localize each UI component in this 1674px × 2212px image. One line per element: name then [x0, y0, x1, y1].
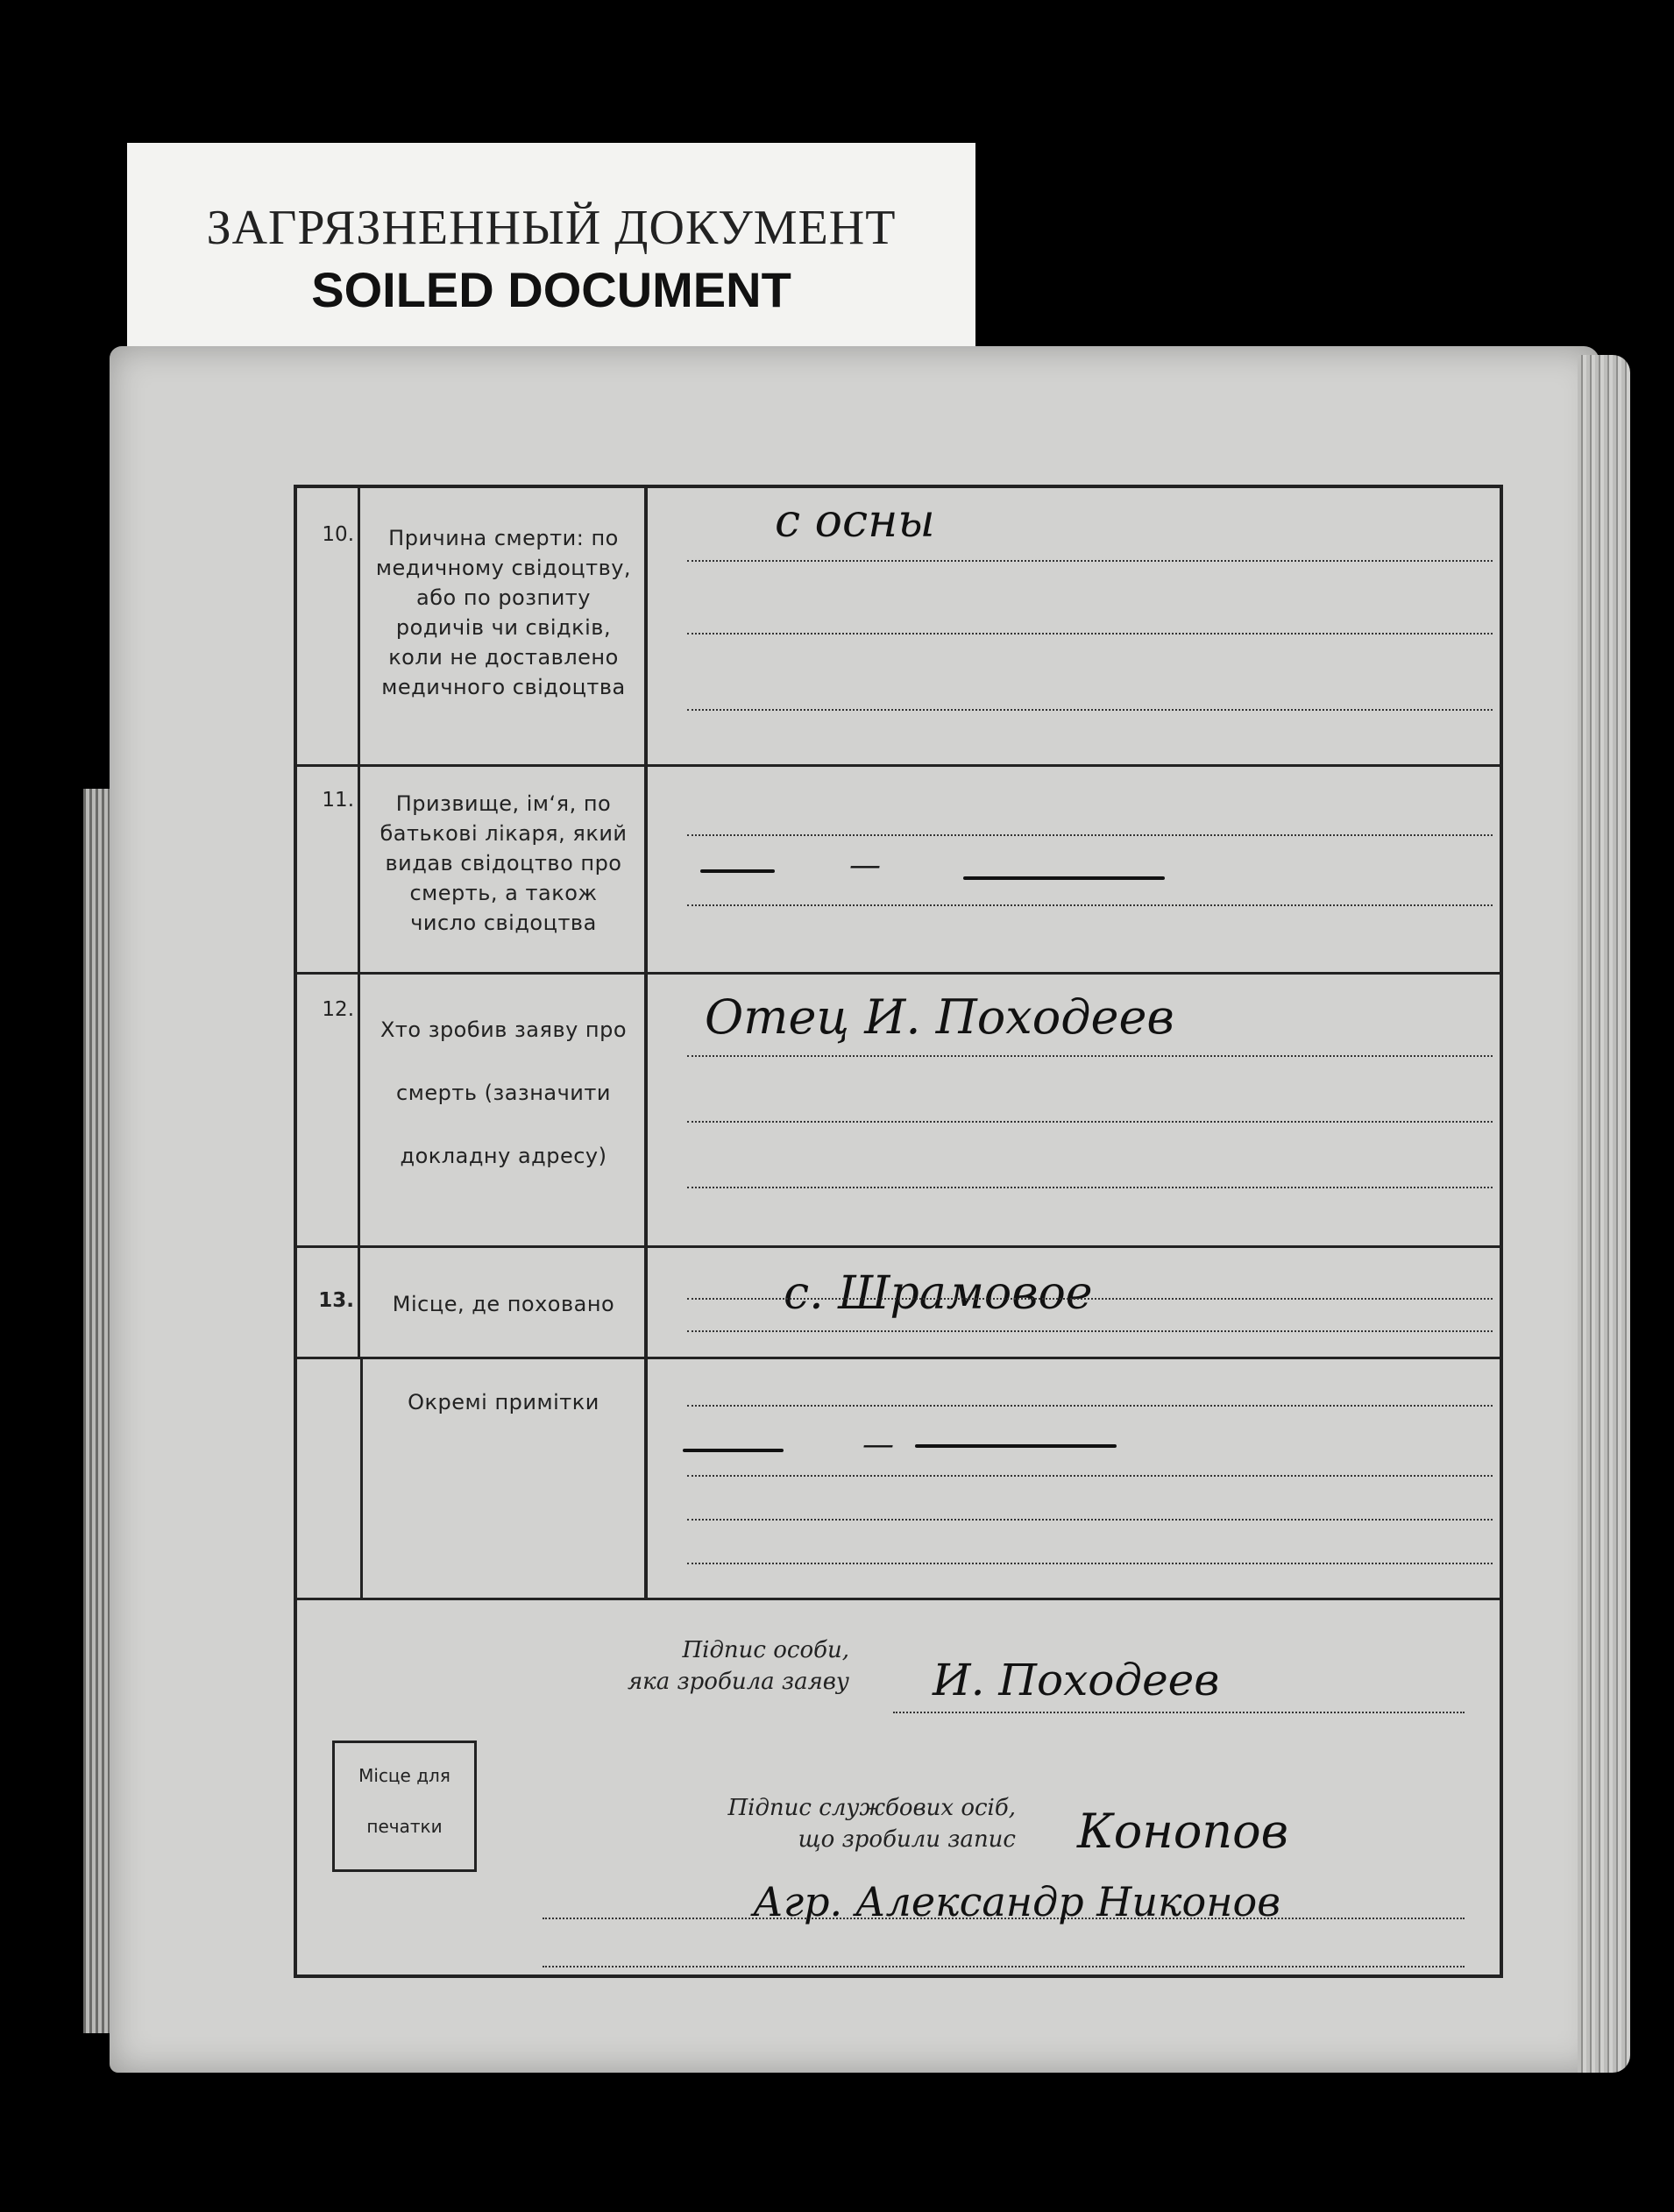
- page-stack-right-edge: [1578, 355, 1630, 2073]
- row-question: Окремі примітки: [363, 1357, 648, 1598]
- handwritten-answer: с. Шрамовое: [784, 1267, 1093, 1320]
- label-english-text: SOILED DOCUMENT: [311, 262, 791, 317]
- official-signature-2: Агр. Александр Никонов: [753, 1878, 1280, 1925]
- dotted-line: [687, 1121, 1493, 1123]
- form-row-declarant: [297, 972, 1500, 1248]
- applicant-label-line2: яка зробила заяву: [627, 1669, 849, 1695]
- form-row-doctor: [297, 764, 1500, 975]
- row-question: Хто зробив заяву про смерть (зазначити докладну адресу): [363, 972, 648, 1245]
- row-answer-area: [652, 764, 1493, 972]
- row-number: 13.: [297, 1245, 360, 1357]
- dotted-line: [687, 834, 1493, 836]
- officials-signature-label: [648, 1792, 1016, 1855]
- dotted-line: [687, 1298, 1493, 1300]
- row-answer-area: [652, 972, 1493, 1245]
- dotted-line: [687, 1330, 1493, 1332]
- row-answer-area: [652, 488, 1493, 764]
- handwritten-answer: Отец И. Походеев: [705, 989, 1174, 1045]
- row-number-cell: [297, 1357, 363, 1598]
- handwritten-answer: с осны: [775, 495, 935, 548]
- row-number: 12.: [297, 972, 360, 1245]
- dotted-line: [687, 633, 1493, 635]
- row-question: Місце, де поховано: [363, 1245, 648, 1357]
- dotted-line: [687, 709, 1493, 711]
- dotted-line: [687, 1187, 1493, 1188]
- soiled-document-label: [127, 143, 975, 358]
- row-number: 11.: [297, 764, 360, 972]
- form-row-notes: [297, 1357, 1500, 1600]
- dotted-line: [543, 1966, 1465, 1967]
- dotted-line: [687, 1563, 1493, 1564]
- handwritten-dash: [915, 1444, 1117, 1448]
- row-answer-area: [652, 1357, 1493, 1598]
- handwritten-dash: [700, 869, 775, 873]
- dotted-line: [687, 560, 1493, 562]
- applicant-signature: И. Походеев: [933, 1655, 1220, 1705]
- dotted-line: [687, 904, 1493, 906]
- applicant-signature-label: [499, 1634, 849, 1698]
- officials-label-line1: Підпис службових осіб,: [727, 1795, 1016, 1821]
- row-answer-area: [652, 1245, 1493, 1357]
- form-row-cause-of-death: [297, 488, 1500, 767]
- stamp-placeholder: [332, 1741, 477, 1872]
- officials-label-line2: що зробили запис: [798, 1826, 1016, 1853]
- dotted-line: [687, 1519, 1493, 1521]
- death-record-form: [294, 485, 1503, 1978]
- row-number: 10.: [297, 488, 360, 764]
- handwritten-answer: —: [862, 1427, 894, 1463]
- dotted-line: [893, 1712, 1465, 1713]
- handwritten-dash: [683, 1449, 784, 1452]
- stamp-label-line2: печатки: [366, 1816, 443, 1837]
- official-signature-1: Конопов: [1077, 1804, 1289, 1859]
- stamp-label-line1: Місце для: [358, 1765, 450, 1786]
- handwritten-answer: —: [849, 847, 881, 883]
- row-question: Призвище, ім‘я, по батькові лікаря, який видав свідоцтво про смерть, а також число свідоцтва: [363, 764, 648, 972]
- form-row-burial-place: [297, 1245, 1500, 1359]
- applicant-label-line1: Підпис особи,: [682, 1637, 849, 1663]
- dotted-line: [687, 1475, 1493, 1477]
- row-question: Причина смерти: по медичному свідоцтву, або по розпиту родичів чи свідків, коли не доставлено медичного свідоцтва: [363, 488, 648, 764]
- signature-block: [297, 1598, 1500, 1974]
- dotted-line: [687, 1405, 1493, 1407]
- handwritten-dash: [963, 876, 1165, 880]
- label-russian-text: ЗАГРЯЗНЕННЫЙ ДОКУМЕНТ: [206, 201, 897, 255]
- dotted-line: [687, 1055, 1493, 1057]
